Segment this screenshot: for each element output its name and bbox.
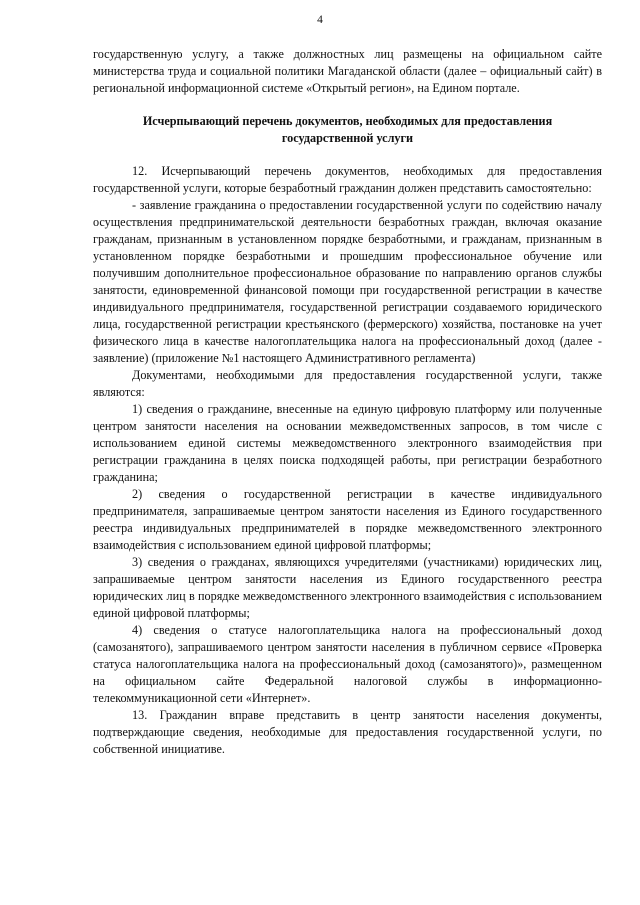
- intro-paragraph: государственную услугу, а также должностных лиц размещены на официальном сайте министерства труда и социальной политики Магаданской области (далее – официальный сайт) в региональной информационной системе «Открытый регион», на Едином портале.: [93, 47, 602, 95]
- page-number: 4: [317, 14, 323, 26]
- list-item-3: 3) сведения о гражданах, являющихся учредителями (участниками) юридических лиц, запрашиваемые центром занятости населения из Единого государственного реестра юридических лиц в порядке межведомственного электронного взаимодействия с использованием единой цифровой платформы;: [93, 555, 602, 620]
- paragraph-12: 12. Исчерпывающий перечень документов, необходимых для предоставления государственной услуги, которые безработный гражданин должен представить самостоятельно:: [93, 164, 602, 195]
- document-body: [93, 46, 602, 758]
- list-item-4: 4) сведения о статусе налогоплательщика налога на профессиональный доход (самозанятого), запрашиваемого центром занятости населения в публичном сервисе «Проверка статуса налогоплательщика налога на профессиональный доход (самозанятого)», размещенном на официальном сайте Федеральной налоговой службы в информационно-телекоммуникационной сети «Интернет».: [93, 623, 602, 705]
- list-item-2: 2) сведения о государственной регистрации в качестве индивидуального предпринимателя, запрашиваемые центром занятости населения из Единого государственного реестра индивидуальных предпринимателей в порядке межведомственного электронного взаимодействия с использованием единой цифровой платформы;: [93, 487, 602, 552]
- documents-intro-paragraph: Документами, необходимыми для предоставления государственной услуги, также являются:: [93, 368, 602, 399]
- section-heading: Исчерпывающий перечень документов, необходимых для предоставления государственной услуги: [142, 114, 553, 145]
- paragraph-13: 13. Гражданин вправе представить в центр занятости населения документы, подтверждающие сведения, необходимые для предоставления государственной услуги, по собственной инициативе.: [93, 708, 602, 756]
- application-paragraph: - заявление гражданина о предоставлении государственной услуги по содействию началу осуществления предпринимательской деятельности безработных граждан, включая оказание гражданам, признанным в установленном порядке безработными, и гражданам, признанным в установленном порядке безработными и прошедшим профессиональное обучение или получившим дополнительное профессиональное образование по направлению органов службы занятости, единовременной финансовой помощи при государственной регистрации в качестве индивидуального предпринимателя, государственной регистрации создаваемого юридического лица, государственной регистрации крестьянского (фермерского) хозяйства, постановке на учет физического лица в качестве налогоплательщика налога на профессиональный доход (далее - заявление) (приложение №1 настоящего Административного регламента): [93, 198, 602, 365]
- list-item-1: 1) сведения о гражданине, внесенные на единую цифровую платформу или полученные центром занятости населения на основании межведомственных запросов, в том числе с использованием единой системы межведомственного электронного взаимодействия при регистрации гражданина в целях поиска подходящей работы, при регистрации безработного гражданина;: [93, 402, 602, 484]
